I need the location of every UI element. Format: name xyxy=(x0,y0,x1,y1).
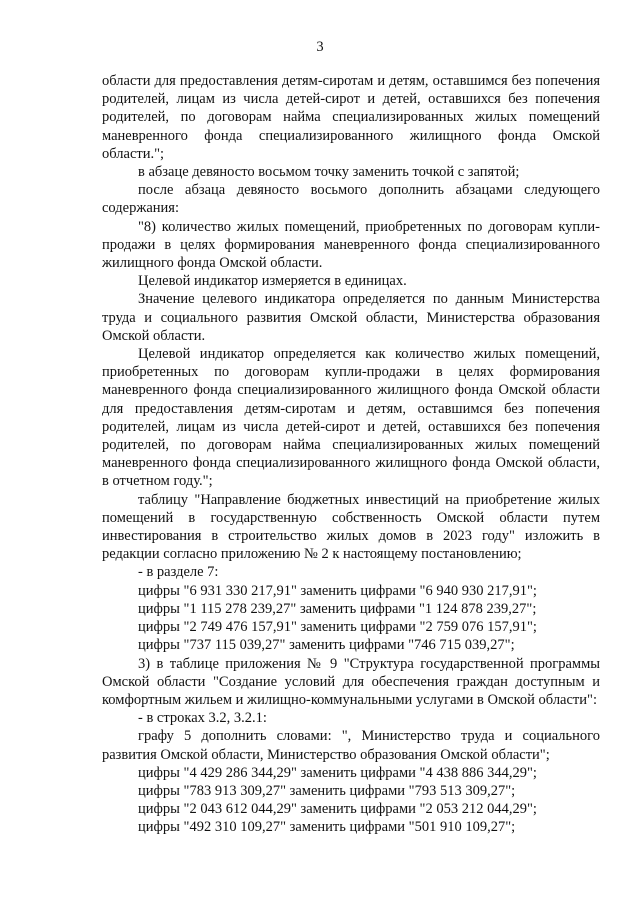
paragraph-quoted-item: "8) количество жилых помещений, приобретенных по договорам купли-продажи в целях формирования маневренного фонда специализированного жилищного фонда Омской области. xyxy=(102,218,600,272)
paragraph-number-replacement: цифры "737 115 039,27" заменить цифрами "746 715 039,27"; xyxy=(138,637,515,654)
paragraph-column-addition: графу 5 дополнить словами: ", Министерство труда и социального развития Омской области, Министерство образования Омской области"; xyxy=(102,728,600,763)
paragraph-number-replacement: цифры "1 115 278 239,27" заменить цифрами "1 124 878 239,27"; xyxy=(138,600,537,617)
paragraph-number-replacement: цифры "492 310 109,27" заменить цифрами "501 910 109,27"; xyxy=(138,819,516,836)
paragraph-rows-heading: - в строках 3.2, 3.2.1: xyxy=(138,710,267,727)
paragraph-appendix-amendment: 3) в таблице приложения № 9 "Структура государственной программы Омской области "Создание условий для обеспечения граждан доступным и комфортным жильем и жилищно-коммунальными услугами в Омской области": xyxy=(102,655,600,708)
page-number: 3 xyxy=(316,39,324,55)
paragraph-number-replacement: цифры "2 043 612 044,29" заменить цифрами "2 053 212 044,29"; xyxy=(138,801,537,818)
paragraph-table-replacement: таблицу "Направление бюджетных инвестиций на приобретение жилых помещений в государственную собственность Омской области путем инвестирования в строительство жилых домов в 2023 году" изложить в редакции согласно приложению № 2 к настоящему постановлению; xyxy=(102,491,600,563)
paragraph-number-replacement: цифры "4 429 286 344,29" заменить цифрами "4 438 886 344,29"; xyxy=(138,764,537,781)
paragraph-indicator-definition: Целевой индикатор определяется как количество жилых помещений, приобретенных по договорам купли-продажи в целях формирования маневренного фонда специализированного жилищного фонда Омской области для предоставления детям-сиротам и детям, оставшимся без попечения родителей, лицам из числа детей-сирот и детей, оставшихся без попечения родителей, по договорам найма специализированных жилых помещений маневренного фонда специализированного жилищного фонда Омской области, в отчетном году."; xyxy=(102,346,600,490)
paragraph-number-replacement: цифры "6 931 330 217,91" заменить цифрами "6 940 930 217,91"; xyxy=(138,582,537,599)
document-body xyxy=(102,72,600,837)
paragraph-number-replacement: цифры "783 913 309,27" заменить цифрами "793 513 309,27"; xyxy=(138,782,516,799)
paragraph-indicator-source: Значение целевого индикатора определяется по данным Министерства труда и социального развития Омской области, Министерства образования Омской области. xyxy=(102,291,600,344)
paragraph-number-replacement: цифры "2 749 476 157,91" заменить цифрами "2 759 076 157,91"; xyxy=(138,619,537,636)
paragraph-section-heading: - в разделе 7: xyxy=(138,564,219,581)
paragraph-amendment: после абзаца девяносто восьмого дополнить абзацами следующего содержания: xyxy=(102,182,600,217)
paragraph-continuation: области для предоставления детям-сиротам и детям, оставшимся без попечения родителей, лицам из числа детей-сирот и детей, оставшихся без попечения родителей, по договорам найма специализированных жилых помещений маневренного фонда специализированного жилищного фонда Омской области."; xyxy=(102,73,600,162)
paragraph-amendment: в абзаце девяносто восьмом точку заменить точкой с запятой; xyxy=(138,164,520,181)
paragraph-indicator-units: Целевой индикатор измеряется в единицах. xyxy=(138,273,407,290)
